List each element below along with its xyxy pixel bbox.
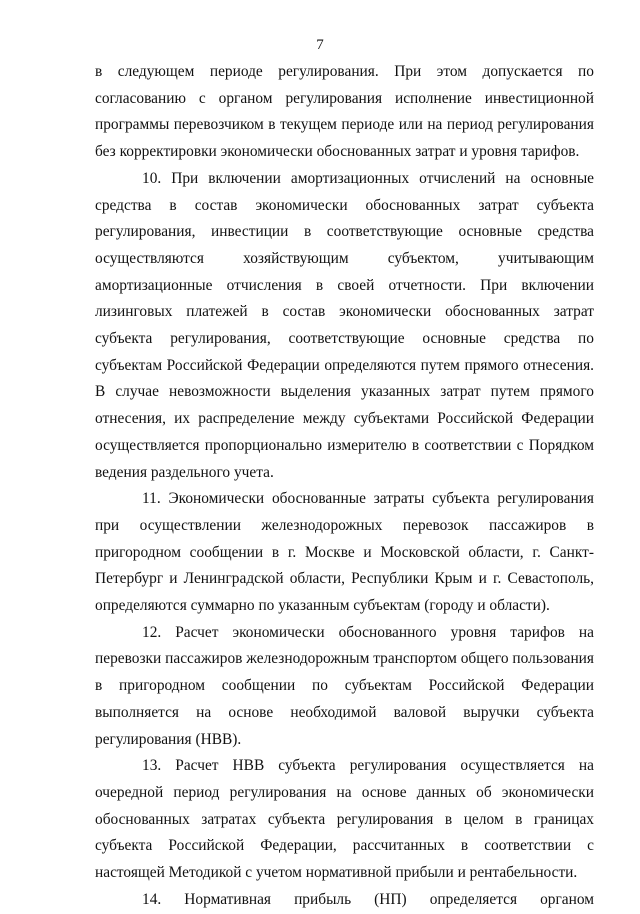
paragraph-item-14: 14. Нормативная прибыль (НП) определяется органом	[142, 890, 594, 908]
paragraph-item-10: 10. При включении амортизационных отчислений на основные средства в состав экономически обоснованных затрат субъекта регулирования, инвестиции в соответствующие основные средства осуществляются хозяйствующим субъектом, учитывающим амортизационные отчисления в своей отчетности. При включении лизинговых платежей в состав экономически обоснованных затрат субъекта регулирования, соответствующие основные средства по субъектам Российской Федерации определяются путем прямого отнесения. В случае невозможности выделения указанных затрат путем прямого отнесения, их распределение между субъектами Российской Федерации осуществляется пропорционально измерителю в соответствии с Порядком ведения раздельного учета.	[95, 169, 594, 481]
paragraph-item-11: 11. Экономически обоснованные затраты субъекта регулирования при осуществлении железнодорожных перевозок пассажиров в пригородном сообщении в г. Москве и Московской области, г. Санкт-Петербург и Ленинградской области, Республики Крым и г. Севастополь, определяются суммарно по указанным субъектам (городу и области).	[95, 490, 594, 615]
page-number: 7	[316, 37, 324, 53]
paragraph-item-12: 12. Расчет экономически обоснованного уровня тарифов на перевозки пассажиров железнодорожным транспортом общего пользования в пригородном сообщении по субъектам Российской Федерации выполняется на основе необходимой валовой выручки субъекта регулирования (НВВ).	[95, 623, 594, 748]
paragraph-continuation: в следующем периоде регулирования. При этом допускается по согласованию с органом регулирования исполнение инвестиционной программы перевозчиком в текущем периоде или на период регулирования без корректировки экономически обоснованных затрат и уровня тарифов.	[95, 63, 594, 161]
document-body	[95, 59, 594, 914]
paragraph-item-13: 13. Расчет НВВ субъекта регулирования осуществляется на очередной период регулирования на основе данных об экономически обоснованных затратах субъекта регулирования в целом в границах субъекта Российской Федерации, рассчитанных в соответствии с настоящей Методикой с учетом нормативной прибыли и рентабельности.	[95, 757, 594, 882]
